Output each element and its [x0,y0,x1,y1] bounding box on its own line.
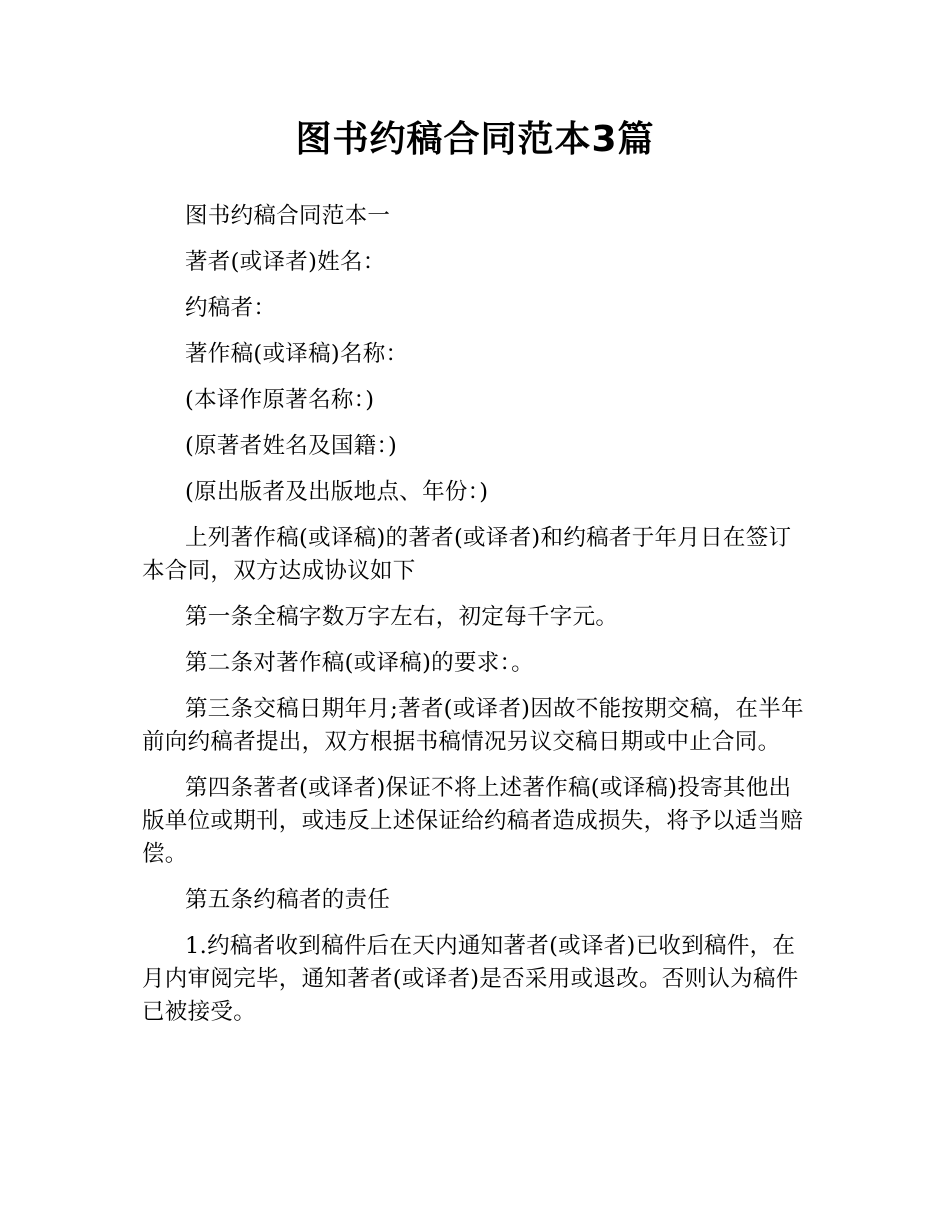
original-title-field: (本译作原著名称：) [185,387,375,413]
manuscript-name-field: 著作稿(或译稿)名称： [185,341,409,367]
article-2: 第二条对著作稿(或译稿)的要求：。 [185,650,534,676]
article-4: 第四条著者(或译者)保证不将上述著作稿(或译稿)投寄其他出版单位或期刊，或违反上述保证给约稿者造成损失，将予以适当赔偿。 [142,775,804,867]
section-heading: 图书约稿合同范本一 [185,203,391,229]
agreement-intro: 上列著作稿(或译稿)的著者(或译者)和约稿者于年月日在签订本合同，双方达成协议如下 [142,525,792,584]
author-name-field: 著者(或译者)姓名： [185,249,386,275]
original-author-field: (原著者姓名及国籍：) [185,433,398,459]
original-publisher-field: (原出版者及出版地点、年份：) [185,479,489,505]
article-3: 第三条交稿日期年月;著者(或译者)因故不能按期交稿，在半年前向约稿者提出，双方根据书稿情况另议交稿日期或中止合同。 [142,696,804,755]
commissioner-field: 约稿者： [185,295,277,321]
document-body [142,200,814,1042]
document-title: 图书约稿合同范本3篇 [295,119,655,160]
article-5-clause-1: 1.约稿者收到稿件后在天内通知著者(或译者)已收到稿件，在月内审阅完毕，通知著者(或译者)是否采用或退改。否则认为稿件已被接受。 [142,933,799,1025]
article-1: 第一条全稿字数万字左右，初定每千字元。 [185,604,619,630]
article-5-heading: 第五条约稿者的责任 [185,887,391,913]
